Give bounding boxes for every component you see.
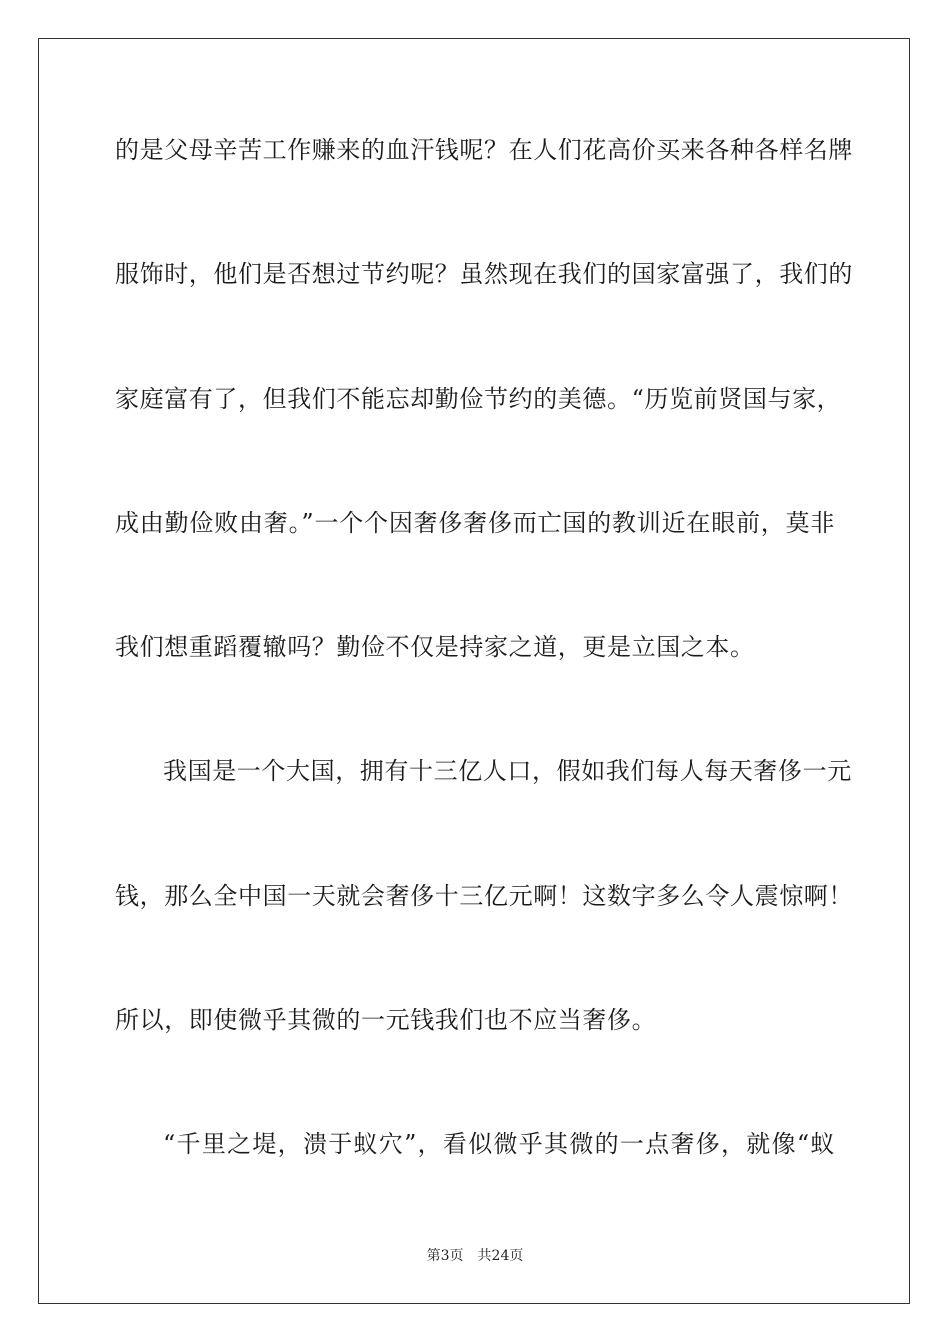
page-footer (0, 1246, 950, 1266)
text-line-3: 家庭富有了，但我们不能忘却勤俭节约的美德。“历览前贤国与家， (115, 385, 842, 413)
page-frame (38, 38, 910, 1304)
text-line-9: “千里之堤，溃于蚁穴”，看似微乎其微的一点奢侈，就像“蚁 (163, 1130, 835, 1158)
text-line-4: 成由勤俭败由奢。”一个个因奢侈奢侈而亡国的教训近在眼前，莫非 (115, 509, 835, 537)
text-line-1: 的是父母辛苦工作赚来的血汗钱呢？在人们花高价买来各种各样名牌 (115, 136, 853, 164)
text-line-8: 所以，即使微乎其微的一元钱我们也不应当奢侈。 (115, 1006, 657, 1034)
text-line-6: 我国是一个大国，拥有十三亿人口，假如我们每人每天奢侈一元 (163, 757, 852, 785)
page-number: 第3页 (426, 1248, 464, 1264)
text-line-7: 钱，那么全中国一天就会奢侈十三亿元啊！这数字多么令人震惊啊！ (115, 882, 853, 910)
page-total: 共24页 (477, 1248, 524, 1264)
text-line-5: 我们想重蹈覆辙吗？勤俭不仅是持家之道，更是立国之本。 (115, 633, 755, 661)
text-line-2: 服饰时，他们是否想过节约呢？虽然现在我们的国家富强了，我们的 (115, 260, 853, 288)
